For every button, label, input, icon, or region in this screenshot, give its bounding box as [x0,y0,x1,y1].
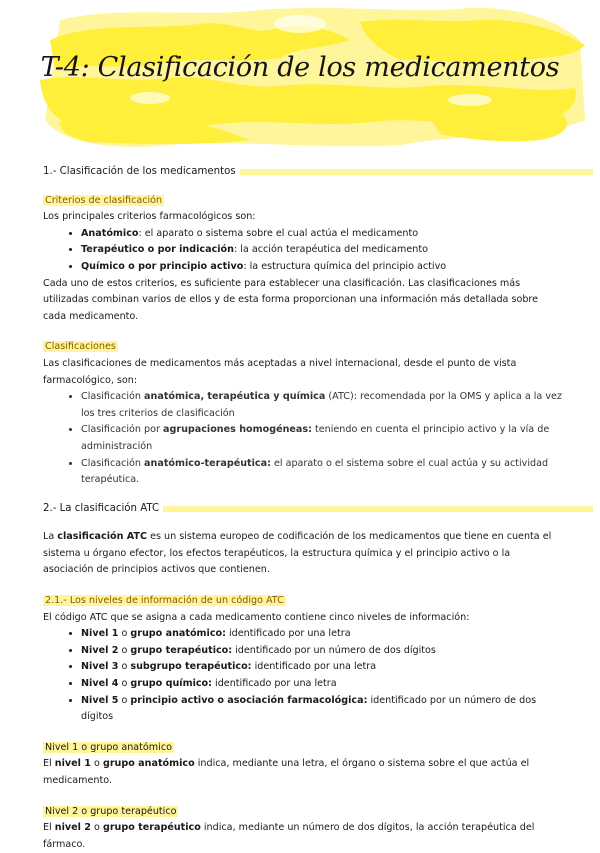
bullet-list [43,626,563,726]
subheading: Nivel 2 o grupo terapéutico [45,805,177,817]
list-item: • Anatómico: el aparato o sistema sobre el cual actúa el medicamento [81,226,563,243]
section-heading: 1.- Clasificación de los medicamentos [43,164,563,181]
paragraph: La clasificación ATC es un sistema europeo de codificación de los medicamentos que tiene en cuenta el sistema u órgano efector, los efectos terapéuticos, la estructura química y el principio activo o la asociación de principios activos que contienen. [43,531,552,576]
paragraph: El código ATC que se asigna a cada medicamento contiene cinco niveles de información: [43,611,470,623]
list-item: • Nivel 4 o grupo químico: identificado por una letra [81,676,563,693]
heading-underline [213,169,593,175]
heading-underline [141,506,593,512]
bullet-list [43,389,563,489]
paragraph: Los principales criterios farmacológicos son: [43,211,256,223]
subheading: Nivel 1 o grupo anatómico [45,741,172,753]
bullet-list [43,226,563,276]
list-item: • Clasificación anatómico-terapéutica: el aparato o el sistema sobre el cual actúa y su actividad terapéutica. [81,456,563,489]
list-item: • Clasificación por agrupaciones homogéneas: teniendo en cuenta el principio activo y la vía de administración [81,422,563,455]
list-item: • Clasificación anatómica, terapéutica y química (ATC): recomendada por la OMS y aplica a la vez los tres criterios de clasificación [81,389,563,422]
paragraph: Cada uno de estos criterios, es suficiente para establecer una clasificación. Las clasificaciones más utilizadas combinan varios de ellos y de esta forma proporcionan una información más detallada sobre cada medicamento. [43,277,539,322]
list-item: • Nivel 5 o principio activo o asociación farmacológica: identificado por un número de dos dígitos [81,693,563,726]
paragraph: Las clasificaciones de medicamentos más aceptadas a nivel internacional, desde el punto de vista farmacológico, son: [43,357,517,386]
list-item: • Nivel 2 o grupo terapéutico: identificado por un número de dos dígitos [81,643,563,660]
subheading: Criterios de clasificación [45,194,163,206]
subheading: Clasificaciones [45,341,116,353]
list-item: • Químico o por principio activo: la estructura química del principio activo [81,259,563,276]
list-item: • Terapéutico o por indicación: la acción terapéutica del medicamento [81,242,563,259]
page-title: T-4: Clasificación de los medicamentos [40,52,560,83]
list-item: • Nivel 1 o grupo anatómico: identificado por una letra [81,626,563,643]
paragraph: El nivel 2 o grupo terapéutico indica, mediante un número de dos dígitos, la acción terapéutica del fármaco. [43,822,535,850]
list-item: • Nivel 3 o subgrupo terapéutico: identificado por una letra [81,659,563,676]
section-heading: 2.- La clasificación ATC [43,501,563,518]
document-body [43,164,563,853]
paragraph: El nivel 1 o grupo anatómico indica, mediante una letra, el órgano o sistema sobre el que actúa el medicamento. [43,758,530,786]
subheading: 2.1.- Los niveles de información de un código ATC [45,595,284,607]
